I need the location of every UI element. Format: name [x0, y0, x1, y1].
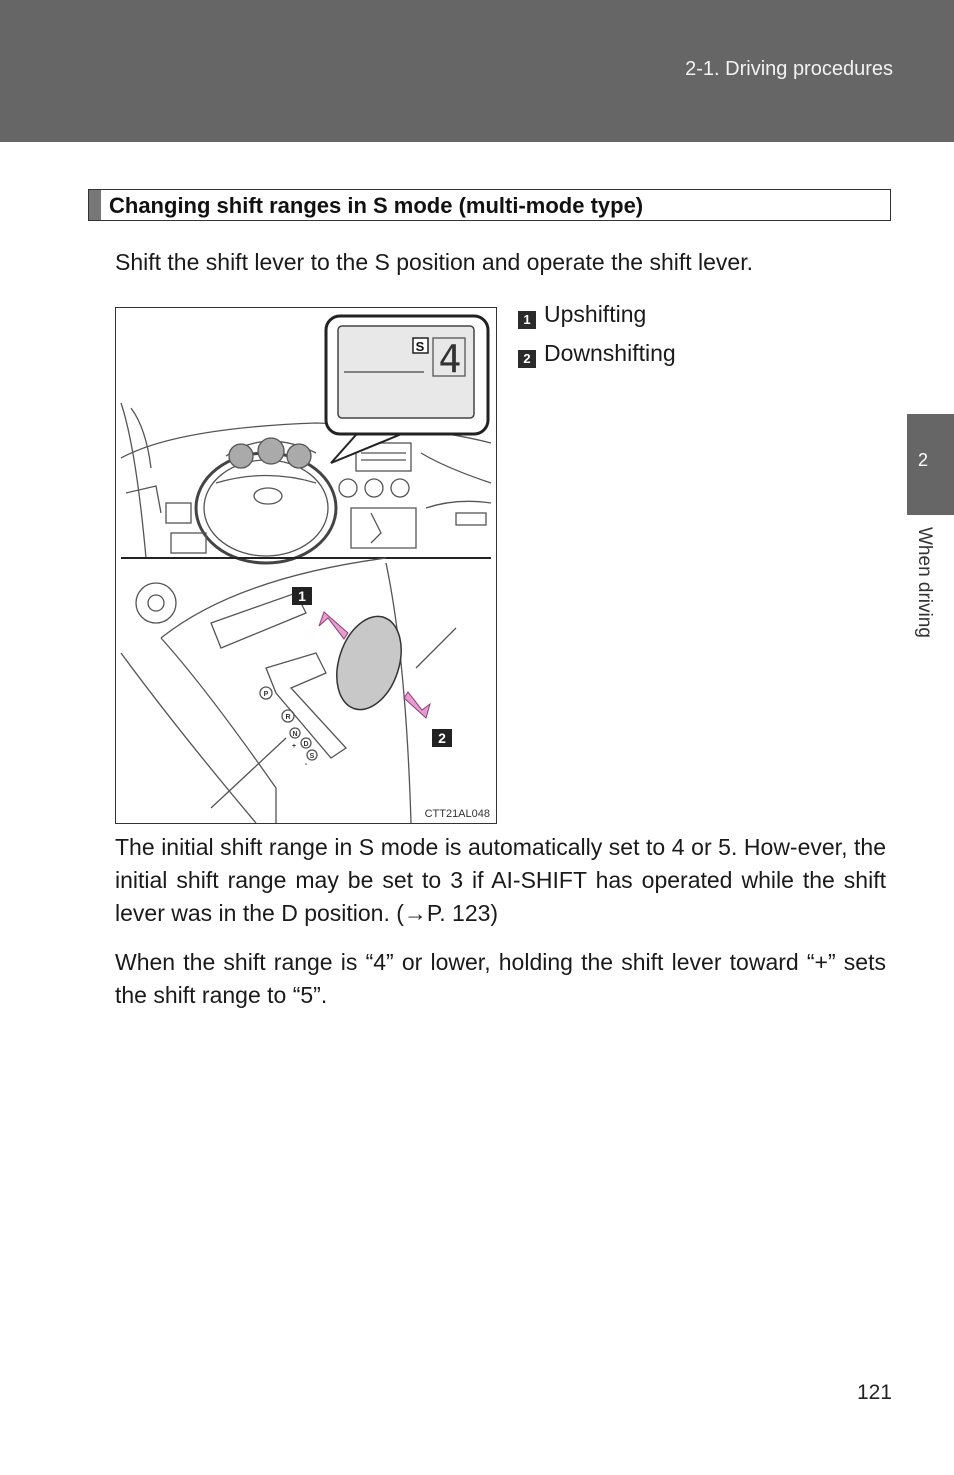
initial-range-paragraph: The initial shift range in S mode is automatically set to 4 or 5. How-ever, the initial shift range may be set to 3 if AI-SHIFT has operated while the shift lever was in the D position. (→P. 123) [115, 834, 886, 926]
gate-label-s: S [309, 753, 315, 760]
display-gear-digit: 4 [438, 337, 462, 381]
section-heading [88, 189, 891, 221]
gate-label-n: N [292, 731, 298, 738]
legend-number: 1 [518, 311, 536, 329]
dashboard-illustration [116, 308, 496, 823]
legend-label: Downshifting [544, 340, 676, 366]
section-title: Changing shift ranges in S mode (multi-mode type) [109, 193, 644, 218]
heading-marker [89, 190, 101, 220]
callout-2-label: 2 [438, 730, 446, 746]
chapter-label: When driving [914, 527, 935, 638]
gate-label-r: R [285, 714, 291, 721]
hold-plus-paragraph: When the shift range is “4” or lower, holding the shift lever toward “+” sets the shift range to “5”. [115, 949, 886, 1008]
shift-lever-figure [115, 307, 497, 824]
gate-label-minus: - [304, 761, 308, 768]
header-section-title: 2-1. Driving procedures [685, 58, 893, 80]
figure-code: CTT21AL048 [424, 808, 490, 820]
chapter-number: 2 [917, 450, 928, 470]
page-number: 121 [856, 1381, 892, 1404]
gate-label-d: D [303, 741, 309, 748]
gate-label-p: P [263, 691, 269, 698]
gate-label-plus: + [291, 743, 297, 750]
intro-text: Shift the shift lever to the S position and operate the shift lever. [115, 249, 753, 275]
page-header [0, 0, 954, 142]
display-mode-label: S [415, 339, 425, 354]
chapter-tab [907, 414, 954, 515]
legend-label: Upshifting [544, 301, 647, 327]
legend-item-downshifting [518, 340, 676, 368]
callout-1-label: 1 [298, 588, 306, 604]
legend-number: 2 [518, 350, 536, 368]
legend-item-upshifting [518, 301, 646, 329]
